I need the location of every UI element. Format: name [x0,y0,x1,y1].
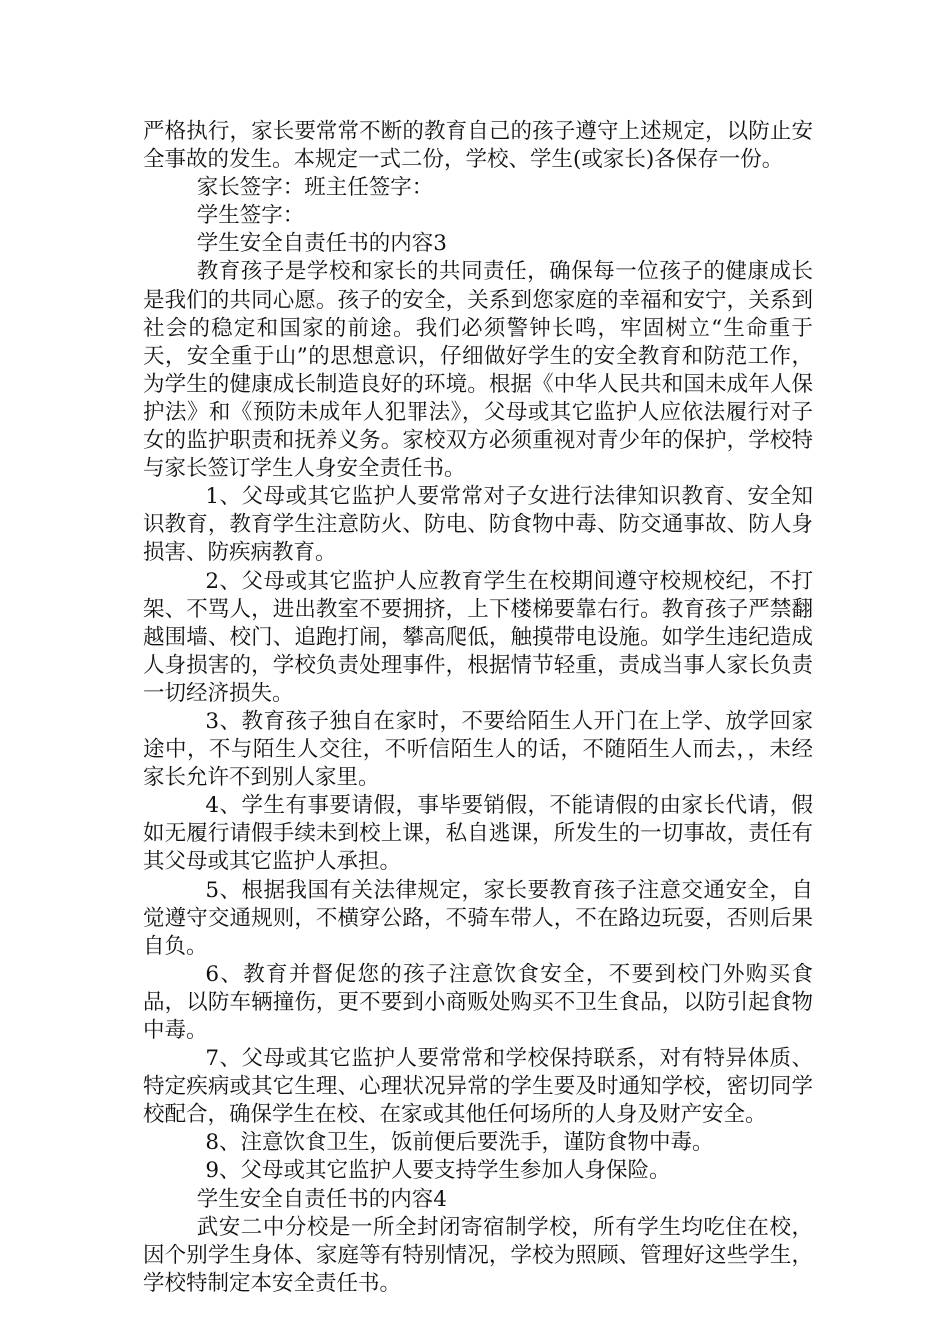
paragraph-intro-3: 教育孩子是学校和家长的共同责任，确保每一位孩子的健康成长是我们的共同心愿。孩子的安全，关系到您家庭的幸福和安宁，关系到社会的稳定和国家的前途。我们必须警钟长鸣，牢固树立“生命重于天，安全重于山”的思想意识，仔细做好学生的安全教育和防范工作，为学生的健康成长制造良好的环境。根据《中华人民共和国未成年人保护法》和《预防未成年人犯罪法》，父母或其它监护人应依法履行对子女的监护职责和抚养义务。家校双方必须重视对青少年的保护，学校特与家长签订学生人身安全责任书。 [143,259,813,482]
signature-line-student: 学生签字： [196,203,305,229]
list-item-5: 5、根据我国有关法律规定，家长要教育孩子注意交通安全，自觉遵守交通规则，不横穿公路，不骑车带人，不在路边玩耍，否则后果自负。 [143,877,813,959]
list-item-9: 9、父母或其它监护人要支持学生参加人身保险。 [205,1158,671,1184]
list-item-1: 1、父母或其它监护人要常常对子女进行法律知识教育、安全知识教育，教育学生注意防火、防电、防食物中毒、防交通事故、防人身损害、防疾病教育。 [143,484,813,566]
list-item-4: 4、学生有事要请假，事毕要销假，不能请假的由家长代请，假如无履行请假手续未到校上课，私自逃课，所发生的一切事故，责任有其父母或其它监护人承担。 [143,793,813,875]
section-heading-4: 学生安全自责任书的内容4 [196,1186,447,1212]
list-item-8: 8、注意饮食卫生，饭前便后要洗手，谨防食物中毒。 [205,1130,714,1156]
paragraph-intro-4: 武安二中分校是一所全封闭寄宿制学校，所有学生均吃住在校，因个别学生身体、家庭等有特别情况，学校为照顾、管理好这些学生，学校特制定本安全责任书。 [143,1214,813,1296]
list-item-3: 3、教育孩子独自在家时，不要给陌生人开门在上学、放学回家途中，不与陌生人交往，不听信陌生人的话，不随陌生人而去，，未经家长允许不到别人家里。 [143,708,813,791]
list-item-2: 2、父母或其它监护人应教育学生在校期间遵守校规校纪，不打架、不骂人，进出教室不要拥挤，上下楼梯要靠右行。教育孩子严禁翻越围墙、校门、追跑打闹，攀高爬低，触摸带电设施。如学生违纪造成人身损害的，学校负责处理事件，根据情节轻重，责成当事人家长负责一切经济损失。 [143,568,813,706]
list-item-6: 6、教育并督促您的孩子注意饮食安全，不要到校门外购买食品，以防车辆撞伤，更不要到小商贩处购买不卫生食品，以防引起食物中毒。 [143,961,813,1043]
signature-line-parent-teacher: 家长签字：班主任签字： [196,175,434,201]
document-body [143,118,813,1298]
list-item-7: 7、父母或其它监护人要常常和学校保持联系，对有特异体质、特定疾病或其它生理、心理状况异常的学生要及时通知学校，密切同学校配合，确保学生在校、在家或其他任何场所的人身及财产安全。 [143,1046,813,1128]
paragraph-continuation: 严格执行，家长要常常不断的教育自己的孩子遵守上述规定，以防止安全事故的发生。本规定一式二份，学校、学生(或家长)各保存一份。 [143,119,813,173]
section-heading-3: 学生安全自责任书的内容3 [196,231,447,257]
